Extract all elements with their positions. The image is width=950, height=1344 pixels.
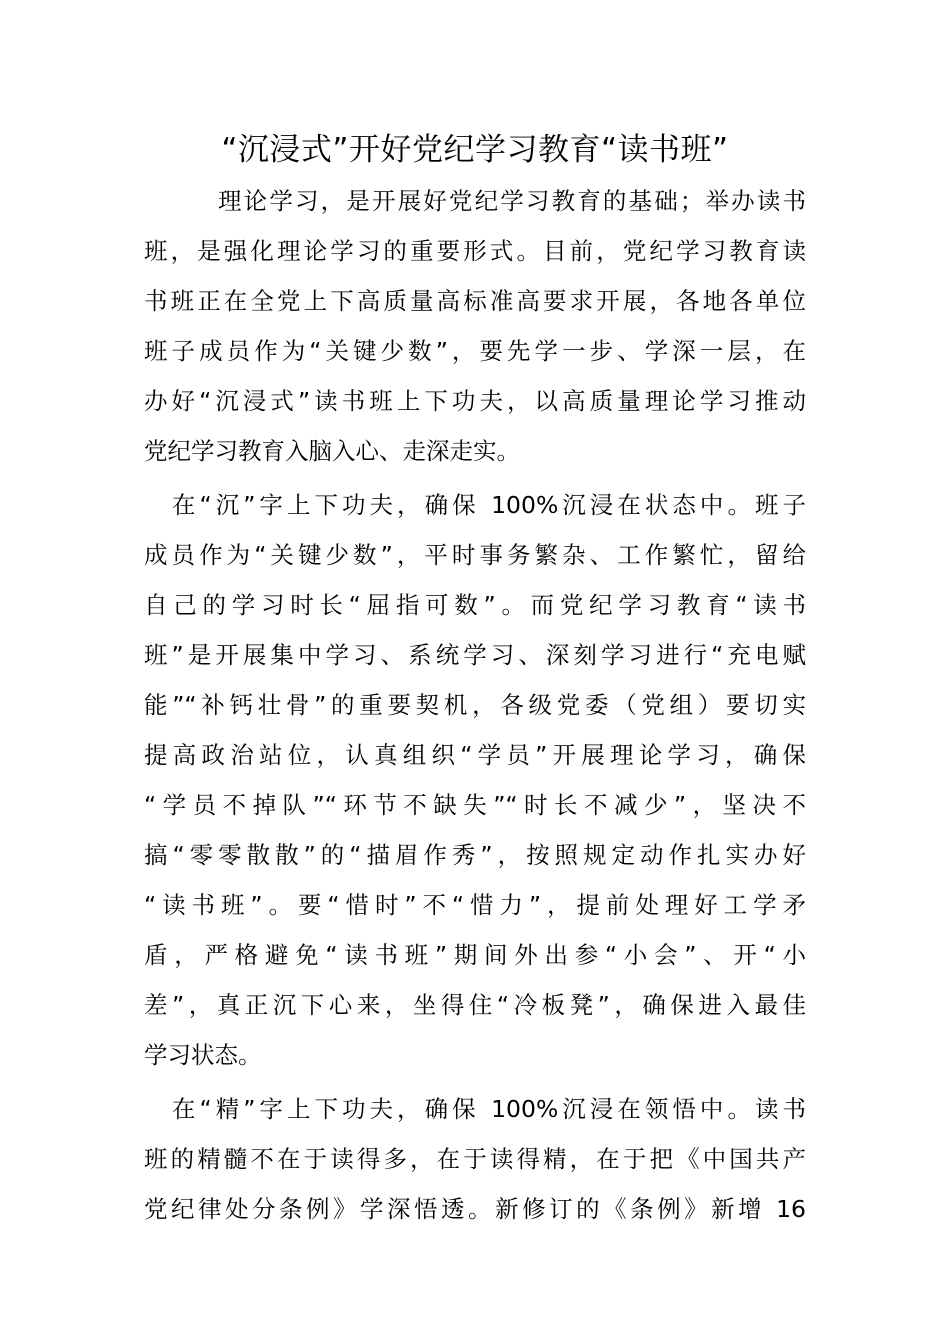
text-line: 自己的学习时长“屈指可数”。而党纪学习教育“读书 xyxy=(144,591,806,619)
text-line: 班的精髓不在于读得多，在于读得精，在于把《中国共产 xyxy=(144,1145,806,1173)
text-line: 提高政治站位，认真组织“学员”开展理论学习，确保 xyxy=(144,741,806,769)
text-line: 党纪学习教育入脑入心、走深走实。 xyxy=(144,437,520,465)
text-line: 成员作为“关键少数”，平时事务繁杂、工作繁忙，留给 xyxy=(144,541,806,569)
text-line: 班子成员作为“关键少数”，要先学一步、学深一层，在 xyxy=(144,337,806,365)
paragraph-3 xyxy=(144,1084,806,1234)
text-line: “读书班”。要“惜时”不“惜力”，提前处理好工学矛 xyxy=(144,891,806,919)
text-line: 在“精”字上下功夫，确保 100%沉浸在领悟中。读书 xyxy=(172,1095,806,1123)
paragraph-2 xyxy=(144,480,806,1080)
paragraph-1 xyxy=(144,176,806,476)
text-line: 在“沉”字上下功夫，确保 100%沉浸在状态中。班子 xyxy=(172,491,806,519)
text-line: 办好“沉浸式”读书班上下功夫，以高质量理论学习推动 xyxy=(144,387,806,415)
text-line: 党纪律处分条例》学深悟透。新修订的《条例》新增 16 xyxy=(144,1195,806,1223)
text-line: 差”，真正沉下心来，坐得住“冷板凳”，确保进入最佳 xyxy=(144,991,806,1019)
text-line: 理论学习，是开展好党纪学习教育的基础；举办读书 xyxy=(218,187,806,215)
text-line: 搞“零零散散”的“描眉作秀”，按照规定动作扎实办好 xyxy=(144,841,806,869)
text-line: 书班正在全党上下高质量高标准高要求开展，各地各单位 xyxy=(144,287,806,315)
text-line: 学习状态。 xyxy=(144,1041,262,1069)
text-line: “学员不掉队”“环节不缺失”“时长不减少”，坚决不 xyxy=(144,791,806,819)
text-line: 能”“补钙壮骨”的重要契机，各级党委（党组）要切实 xyxy=(144,691,806,719)
document-title: “沉浸式”开好党纪学习教育“读书班” xyxy=(221,132,729,168)
document-body xyxy=(144,176,806,1238)
text-line: 班，是强化理论学习的重要形式。目前，党纪学习教育读 xyxy=(144,237,806,265)
text-line: 班”是开展集中学习、系统学习、深刻学习进行“充电赋 xyxy=(144,641,806,669)
text-line: 盾，严格避免“读书班”期间外出参“小会”、开“小 xyxy=(144,941,806,969)
